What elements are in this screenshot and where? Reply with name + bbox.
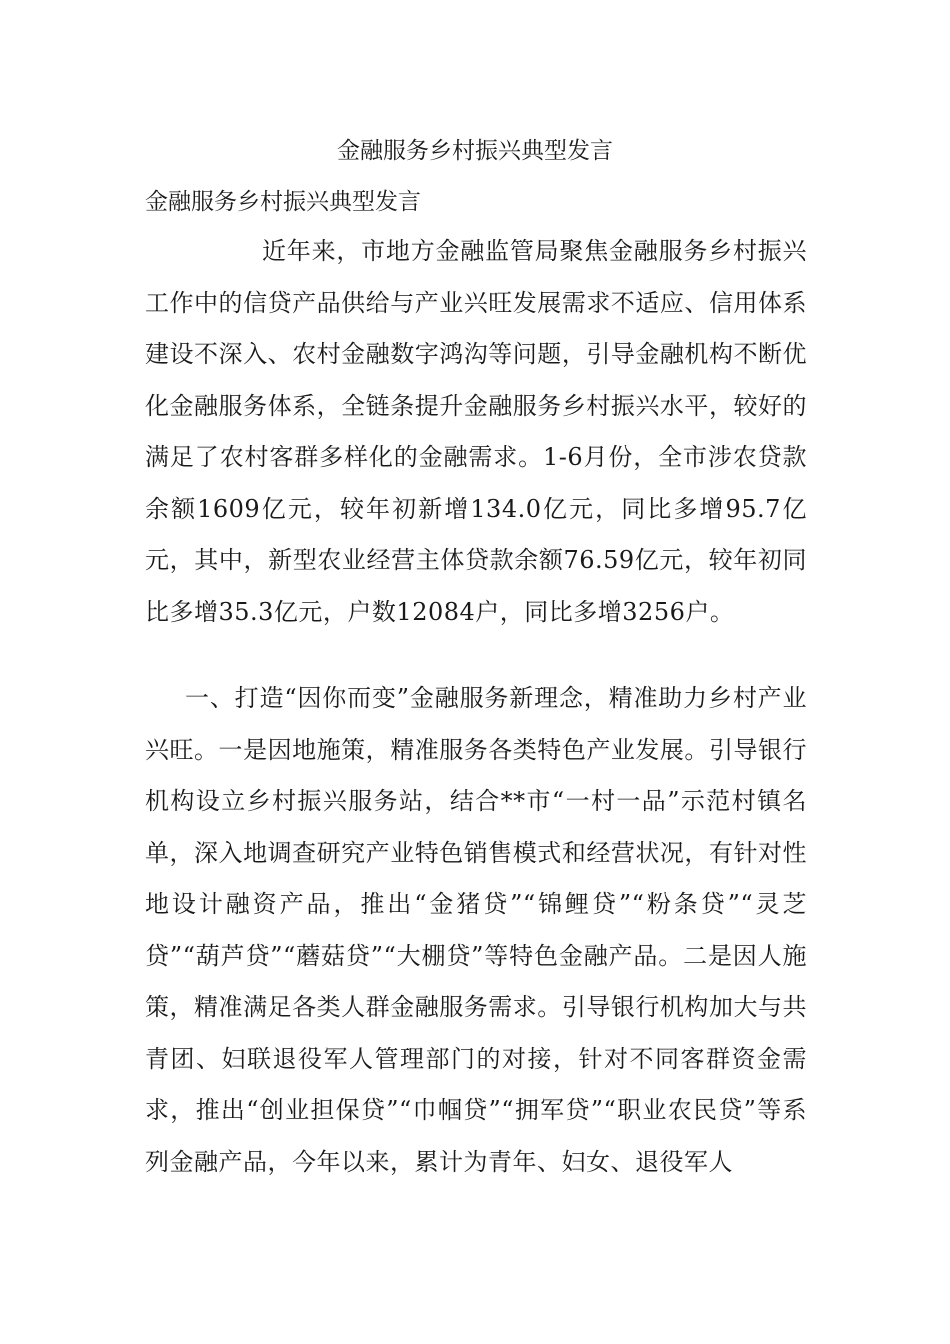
document-subtitle: 金融服务乡村振兴典型发言 (145, 189, 421, 215)
document-title: 金融服务乡村振兴典型发言 (337, 138, 613, 164)
paragraph-intro: 近年来，市地方金融监管局聚焦金融服务乡村振兴工作中的信贷产品供给与产业兴旺发展需求不适应、信用体系建设不深入、农村金融数字鸿沟等问题，引导金融机构不断优化金融服务体系，全链条提升金融服务乡村振兴水平，较好的满足了农村客群多样化的金融需求。1-6月份，全市涉农贷款余额1609亿元，较年初新增134.0亿元，同比多增95.7亿元，其中，新型农业经营主体贷款余额76.59亿元，较年初同比多增35.3亿元，户数12084户，同比多增3256户。 (145, 237, 807, 626)
paragraph-section-one: 一、打造“因你而变”金融服务新理念，精准助力乡村产业兴旺。一是因地施策，精准服务各类特色产业发展。引导银行机构设立乡村振兴服务站，结合**市“一村一品”示范村镇名单，深入地调查研究产业特色销售模式和经营状况，有针对性地设计融资产品，推出“金猪贷”“锦鲤贷”“粉条贷”“灵芝贷”“葫芦贷”“蘑菇贷”“大棚贷”等特色金融产品。二是因人施策，精准满足各类人群金融服务需求。引导银行机构加大与共青团、妇联退役军人管理部门的对接，针对不同客群资金需求，推出“创业担保贷”“巾帼贷”“拥军贷”“职业农民贷”等系列金融产品，今年以来，累计为青年、妇女、退役军人 (145, 684, 807, 1176)
